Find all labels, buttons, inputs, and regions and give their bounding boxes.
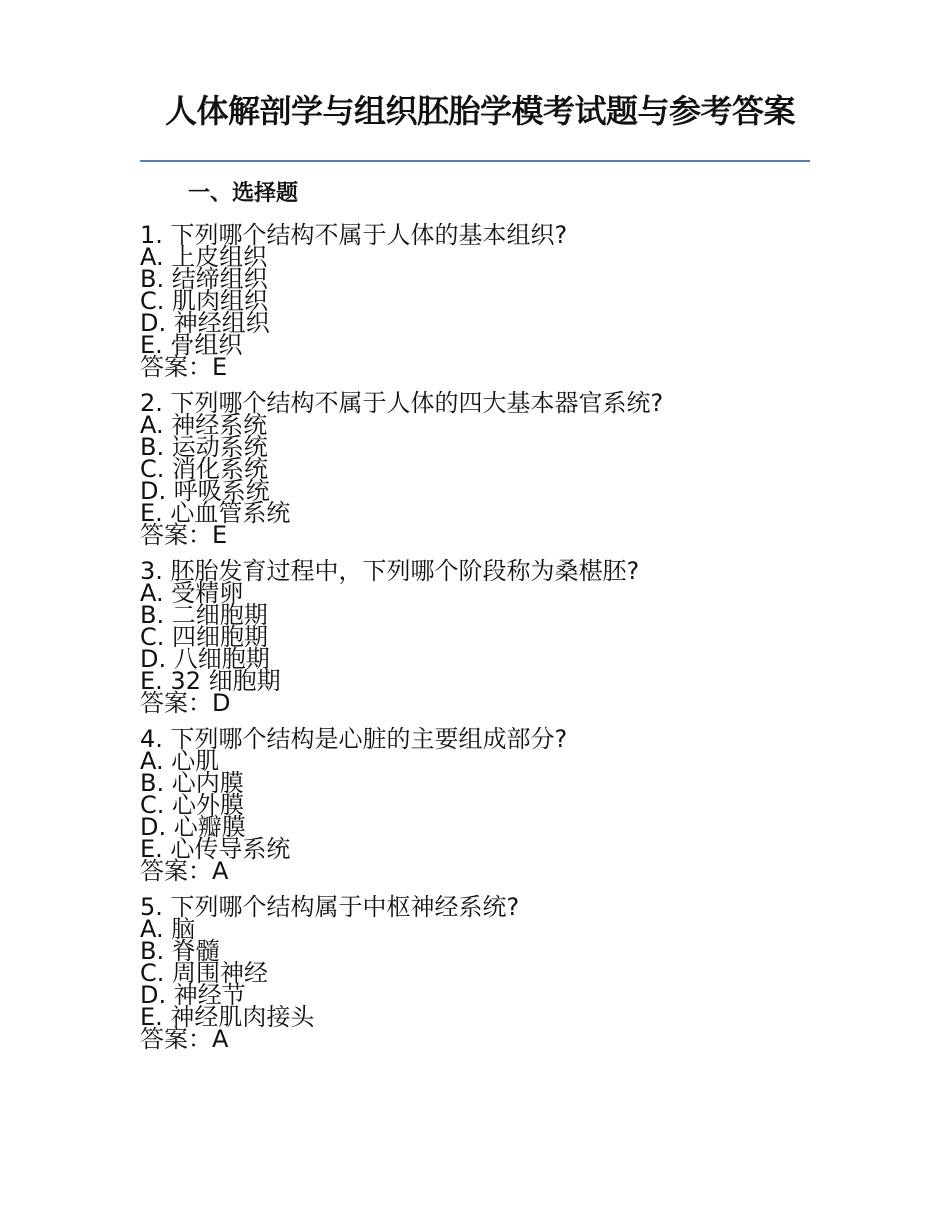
question-text: 4. 下列哪个结构是心脏的主要组成部分? xyxy=(140,725,568,753)
option-a: A. 脑 xyxy=(140,915,196,943)
option-e: E. 32 细胞期 xyxy=(140,667,281,695)
question-item xyxy=(140,725,820,885)
answer-text: 答案：A xyxy=(140,1025,229,1053)
question-text: 2. 下列哪个结构不属于人体的四大基本器官系统? xyxy=(140,389,664,417)
option-b: B. 脊髓 xyxy=(140,937,220,965)
option-e: E. 骨组织 xyxy=(140,331,243,359)
question-item xyxy=(140,893,820,1053)
document-title: 人体解剖学与组织胚胎学模考试题与参考答案 xyxy=(164,92,795,130)
answer-text: 答案：E xyxy=(140,521,228,549)
option-e: E. 心传导系统 xyxy=(140,835,291,863)
option-d: D. 心瓣膜 xyxy=(140,813,246,841)
option-d: D. 神经组织 xyxy=(140,309,270,337)
option-a: A. 心肌 xyxy=(140,747,220,775)
option-a: A. 上皮组织 xyxy=(140,243,268,271)
option-d: D. 神经节 xyxy=(140,981,246,1009)
section-heading: 一、选择题 xyxy=(188,181,299,206)
option-b: B. 心内膜 xyxy=(140,769,244,797)
option-d: D. 呼吸系统 xyxy=(140,477,270,505)
title-divider xyxy=(140,160,810,162)
question-item xyxy=(140,557,820,717)
option-c: C. 周围神经 xyxy=(140,959,269,987)
option-a: A. 受精卵 xyxy=(140,579,244,607)
option-b: B. 运动系统 xyxy=(140,433,268,461)
option-c: C. 肌肉组织 xyxy=(140,287,269,315)
option-a: A. 神经系统 xyxy=(140,411,268,439)
option-d: D. 八细胞期 xyxy=(140,645,270,673)
option-c: C. 消化系统 xyxy=(140,455,269,483)
option-c: C. 心外膜 xyxy=(140,791,245,819)
option-b: B. 结缔组织 xyxy=(140,265,268,293)
answer-text: 答案：D xyxy=(140,689,231,717)
question-text: 5. 下列哪个结构属于中枢神经系统? xyxy=(140,893,520,921)
answer-text: 答案：E xyxy=(140,353,228,381)
option-c: C. 四细胞期 xyxy=(140,623,269,651)
question-text: 3. 胚胎发育过程中，下列哪个阶段称为桑椹胚? xyxy=(140,557,640,585)
question-list xyxy=(140,221,820,1064)
question-item xyxy=(140,389,820,549)
question-text: 1. 下列哪个结构不属于人体的基本组织? xyxy=(140,221,568,249)
answer-text: 答案：A xyxy=(140,857,229,885)
question-item xyxy=(140,221,820,381)
option-b: B. 二细胞期 xyxy=(140,601,268,629)
option-e: E. 心血管系统 xyxy=(140,499,291,527)
option-e: E. 神经肌肉接头 xyxy=(140,1003,315,1031)
